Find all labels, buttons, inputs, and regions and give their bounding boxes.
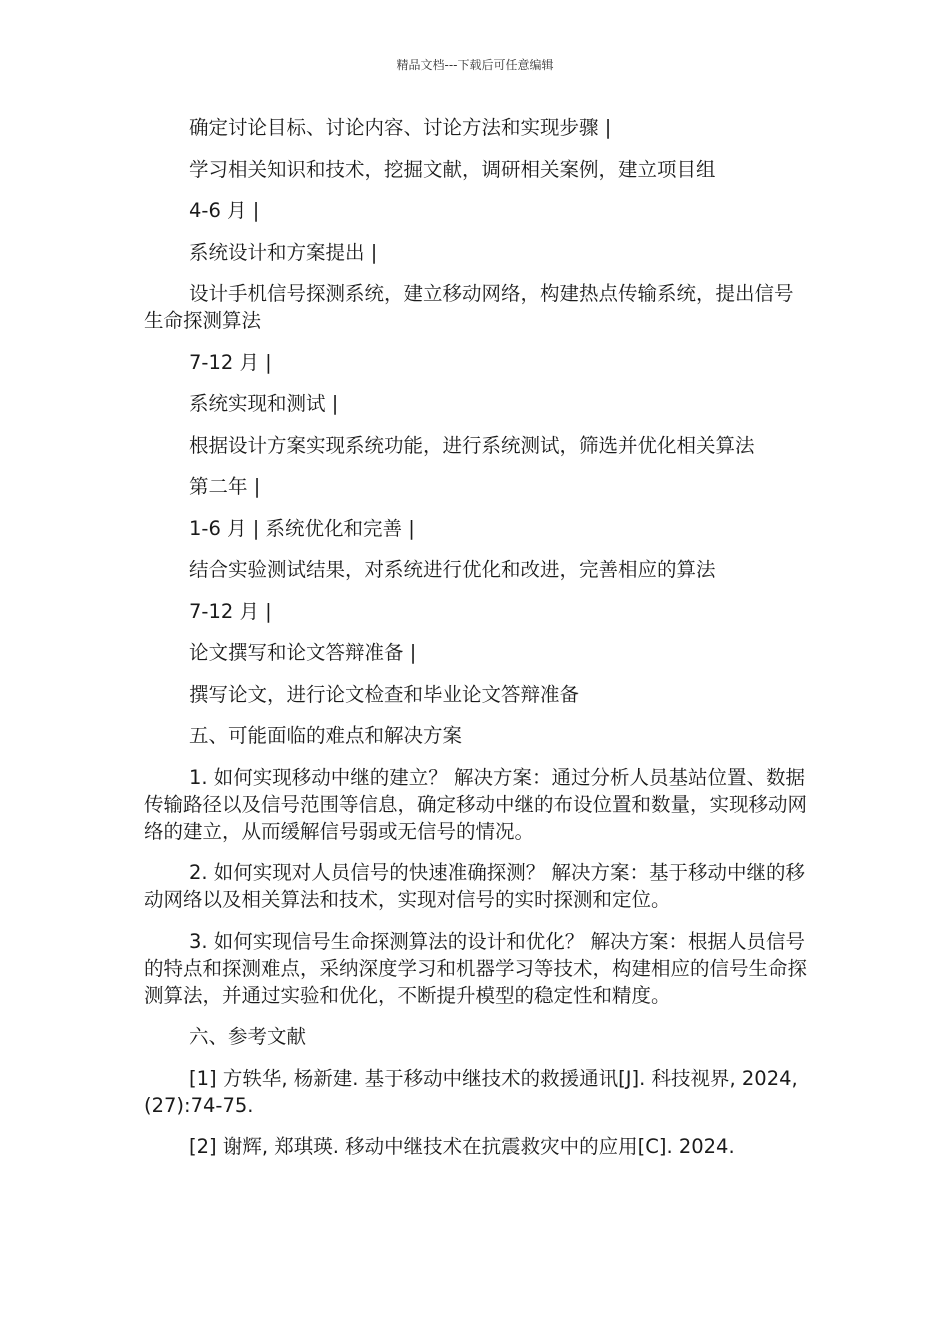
paragraph: 系统设计和方案提出 | xyxy=(189,240,378,264)
section-heading: 六、参考文献 xyxy=(189,1025,307,1048)
section-heading: 五、可能面临的难点和解决方案 xyxy=(189,724,463,747)
paragraph: 确定讨论目标、讨论内容、讨论方法和实现步骤 | xyxy=(189,116,612,139)
paragraph: 7-12 月 | xyxy=(189,599,272,623)
paragraph: 结合实验测试结果，对系统进行优化和改进，完善相应的算法 xyxy=(189,558,716,581)
paragraph: 4-6 月 | xyxy=(189,199,260,222)
paragraph: 3. 如何实现信号生命探测算法的设计和优化？ 解决方案：根据人员信号的特点和探测难点，采纳深度学习和机器学习等技术，构建相应的信号生命探测算法，并通过实验和优化，不断提升模型的稳定性和精度。 xyxy=(144,929,808,1007)
reference-item: [2] 谢辉, 郑琪瑛. 移动中继技术在抗震救灾中的应用[C]. 2024. xyxy=(189,1135,735,1158)
paragraph: 设计手机信号探测系统，建立移动网络，构建热点传输系统，提出信号生命探测算法 xyxy=(144,282,794,332)
paragraph: 7-12 月 | xyxy=(189,350,272,374)
page-header: 精品文档---下载后可任意编辑 xyxy=(396,58,554,72)
paragraph: 第二年 | xyxy=(189,475,261,498)
paragraph: 2. 如何实现对人员信号的快速准确探测？ 解决方案：基于移动中继的移动网络以及相关算法和技术，实现对信号的实时探测和定位。 xyxy=(144,861,806,911)
paragraph: 系统实现和测试 | xyxy=(189,392,339,415)
paragraph: 论文撰写和论文答辩准备 | xyxy=(189,641,417,664)
paragraph: 撰写论文，进行论文检查和毕业论文答辩准备 xyxy=(189,682,580,706)
reference-item: [1] 方轶华, 杨新建. 基于移动中继技术的救援通讯[J]. 科技视界, 2024, (27):74-75. xyxy=(144,1066,798,1117)
paragraph: 学习相关知识和技术，挖掘文献，调研相关案例，建立项目组 xyxy=(189,157,716,181)
paragraph: 根据设计方案实现系统功能，进行系统测试，筛选并优化相关算法 xyxy=(189,433,755,457)
paragraph: 1-6 月 | 系统优化和完善 | xyxy=(189,516,415,540)
document-body xyxy=(144,114,808,1175)
paragraph: 1. 如何实现移动中继的建立？ 解决方案：通过分析人员基站位置、数据传输路径以及信号范围等信息，确定移动中继的布设位置和数量，实现移动网络的建立，从而缓解信号弱或无信号的情况。 xyxy=(144,765,808,843)
